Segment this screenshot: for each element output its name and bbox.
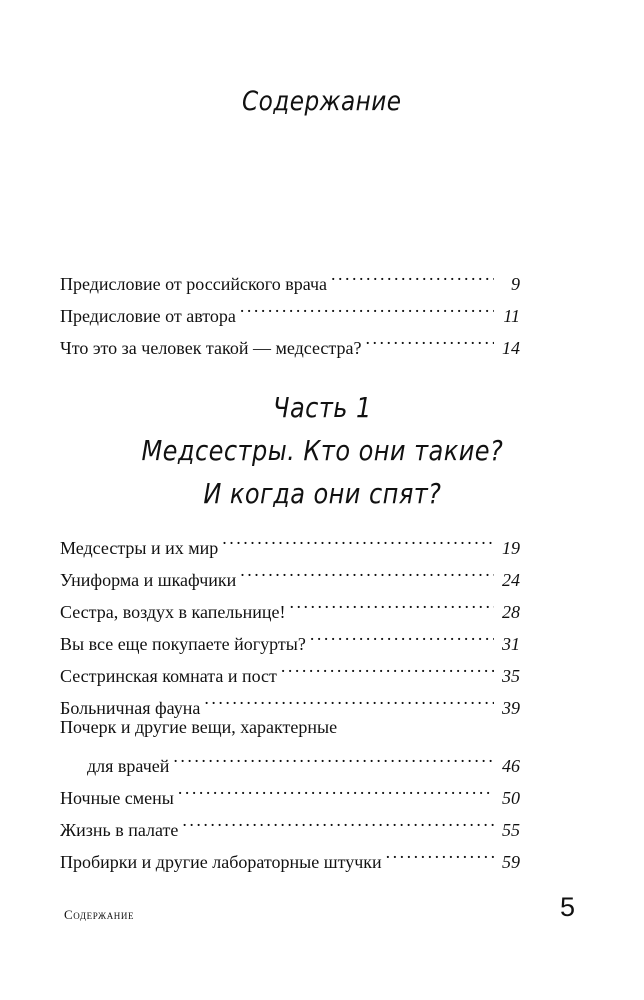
toc-page-number: 24 [502, 570, 520, 590]
toc-page-number: 50 [502, 788, 520, 808]
toc-entry[interactable] [60, 522, 520, 558]
toc-entry-label: Больничная фауна [60, 698, 201, 718]
leader-dots [331, 258, 494, 290]
page-number: 5 [560, 892, 576, 922]
leader-dots [240, 554, 494, 586]
leader-dots [386, 836, 494, 868]
toc-entry-label: Пробирки и другие лабораторные штучки [60, 852, 382, 872]
part-entries-list [60, 522, 520, 872]
toc-page-number: 39 [502, 698, 520, 718]
leader-dots [178, 772, 494, 804]
toc-entry[interactable] [60, 258, 520, 294]
leader-dots [240, 290, 494, 322]
toc-entry-label: Почерк и другие вещи, характерные [60, 717, 338, 737]
toc-page-number: 28 [502, 602, 520, 622]
leader-dots [281, 650, 494, 682]
part-number: Часть 1 [272, 391, 372, 424]
toc-entry-first-line[interactable] [60, 714, 520, 740]
toc-entry-label: Медсестры и их мир [60, 538, 219, 558]
toc-entry-label: Предисловие от автора [60, 306, 236, 326]
leader-dots [289, 586, 494, 618]
toc-page-number: 59 [502, 852, 520, 872]
leader-dots [222, 522, 494, 554]
toc-page-number: 35 [502, 666, 520, 686]
toc-page-number: 9 [511, 274, 520, 294]
toc-entry-label: Ночные смены [60, 788, 174, 808]
toc-entry-label: Что это за человек такой — медсестра? [60, 338, 362, 358]
front-matter-list [60, 258, 520, 358]
toc-page-number: 19 [502, 538, 520, 558]
toc-page-number: 14 [502, 338, 520, 358]
page-title-text: Содержание [242, 86, 402, 117]
toc-entry-label: Вы все еще покупаете йогурты? [60, 634, 306, 654]
running-head: Содержание [64, 907, 135, 922]
toc-entry-label: Жизнь в палате [60, 820, 179, 840]
part-heading [0, 387, 644, 516]
toc-page-number: 31 [502, 634, 520, 654]
part-title-line1: Медсестры. Кто они такие? [141, 434, 503, 467]
leader-dots [173, 740, 494, 772]
toc-entry-label: Сестра, воздух в капельнице! [60, 602, 286, 622]
toc-entry-continuation[interactable] [60, 740, 520, 776]
toc-page-number: 11 [503, 306, 520, 326]
toc-page-number: 46 [502, 756, 520, 776]
toc-entry-label: Униформа и шкафчики [60, 570, 237, 590]
part-title-line2: И когда они спят? [202, 477, 442, 510]
leader-dots [310, 618, 494, 650]
leader-dots [204, 682, 494, 714]
toc-entry-label: Предисловие от российского врача [60, 274, 328, 294]
leader-dots [365, 322, 494, 354]
toc-page-number: 55 [502, 820, 520, 840]
toc-entry-label: Сестринская комната и пост [60, 666, 277, 686]
toc-entry-label-continued: для врачей [87, 756, 170, 776]
leader-dots [182, 804, 494, 836]
page-title [0, 86, 644, 117]
